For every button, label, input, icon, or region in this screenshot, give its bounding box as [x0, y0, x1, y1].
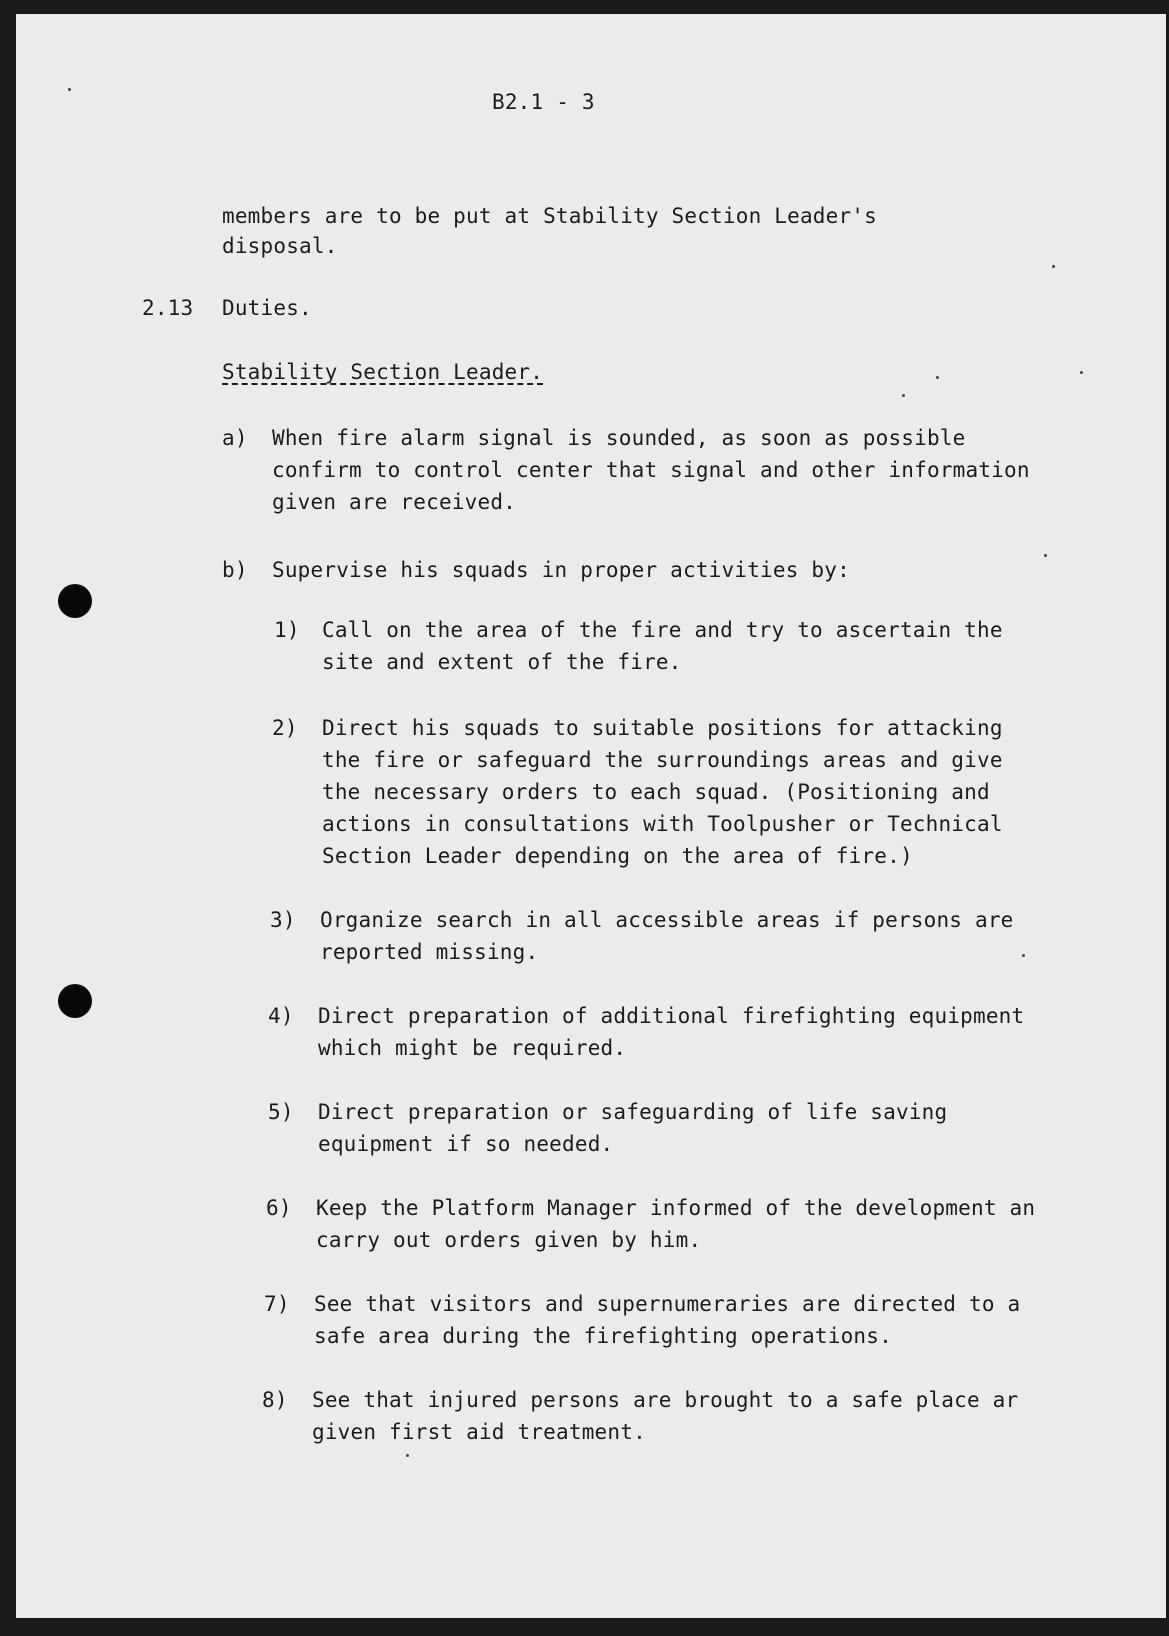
subitem-line: Direct preparation or safeguarding of life saving	[318, 1100, 948, 1124]
section-number: 2.13	[142, 296, 194, 320]
subitem-number: 3)	[270, 908, 296, 932]
subitem-line: given first aid treatment.	[312, 1420, 646, 1444]
scan-speck	[1052, 265, 1055, 268]
subitem-line: Direct preparation of additional firefighting equipment	[318, 1004, 1025, 1028]
subitem-line: equipment if so needed.	[318, 1132, 614, 1156]
punch-hole	[58, 584, 92, 618]
item-line: confirm to control center that signal and other information	[272, 458, 1030, 482]
intro-line: disposal.	[222, 234, 338, 258]
subitem-number: 4)	[268, 1004, 294, 1028]
intro-line: members are to be put at Stability Section Leader's	[222, 204, 877, 228]
item-label: a)	[222, 426, 248, 450]
subitem-number: 2)	[272, 716, 298, 740]
subitem-line: site and extent of the fire.	[322, 650, 682, 674]
punch-hole	[58, 984, 92, 1018]
subitem-line: Call on the area of the fire and try to ascertain the	[322, 618, 1003, 642]
subheading: Stability Section Leader.	[222, 360, 544, 384]
subitem-number: 5)	[268, 1100, 294, 1124]
item-line: When fire alarm signal is sounded, as soon as possible	[272, 426, 966, 450]
subitem-line: the fire or safeguard the surroundings areas and give	[322, 748, 1003, 772]
subitem-line: the necessary orders to each squad. (Positioning and	[322, 780, 990, 804]
subitem-line: See that visitors and supernumeraries are directed to a	[314, 1292, 1021, 1316]
scan-speck	[1044, 554, 1047, 557]
subitem-line: which might be required.	[318, 1036, 627, 1060]
subitem-line: Keep the Platform Manager informed of the development an	[316, 1196, 1036, 1220]
section-title: Duties.	[222, 296, 312, 320]
item-line: Supervise his squads in proper activities by:	[272, 558, 850, 582]
scan-speck	[406, 1454, 409, 1457]
subitem-number: 1)	[274, 618, 300, 642]
subitem-line: carry out orders given by him.	[316, 1228, 702, 1252]
subitem-line: actions in consultations with Toolpusher or Technical	[322, 812, 1003, 836]
subitem-line: safe area during the firefighting operations.	[314, 1324, 892, 1348]
scan-speck	[1080, 371, 1083, 374]
subitem-number: 8)	[262, 1388, 288, 1412]
page-reference: B2.1 - 3	[492, 90, 595, 114]
scan-speck	[1022, 954, 1025, 957]
subitem-line: Section Leader depending on the area of fire.)	[322, 844, 913, 868]
subitem-number: 7)	[264, 1292, 290, 1316]
scan-speck	[902, 394, 905, 397]
subitem-number: 6)	[266, 1196, 292, 1220]
subitem-line: Direct his squads to suitable positions for attacking	[322, 716, 1003, 740]
scan-speck	[68, 88, 71, 91]
item-line: given are received.	[272, 490, 517, 514]
subitem-line: See that injured persons are brought to a safe place ar	[312, 1388, 1019, 1412]
subitem-line: reported missing.	[320, 940, 539, 964]
document-page	[16, 14, 1166, 1618]
subitem-line: Organize search in all accessible areas if persons are	[320, 908, 1014, 932]
item-label: b)	[222, 558, 248, 582]
scan-speck	[936, 376, 939, 379]
